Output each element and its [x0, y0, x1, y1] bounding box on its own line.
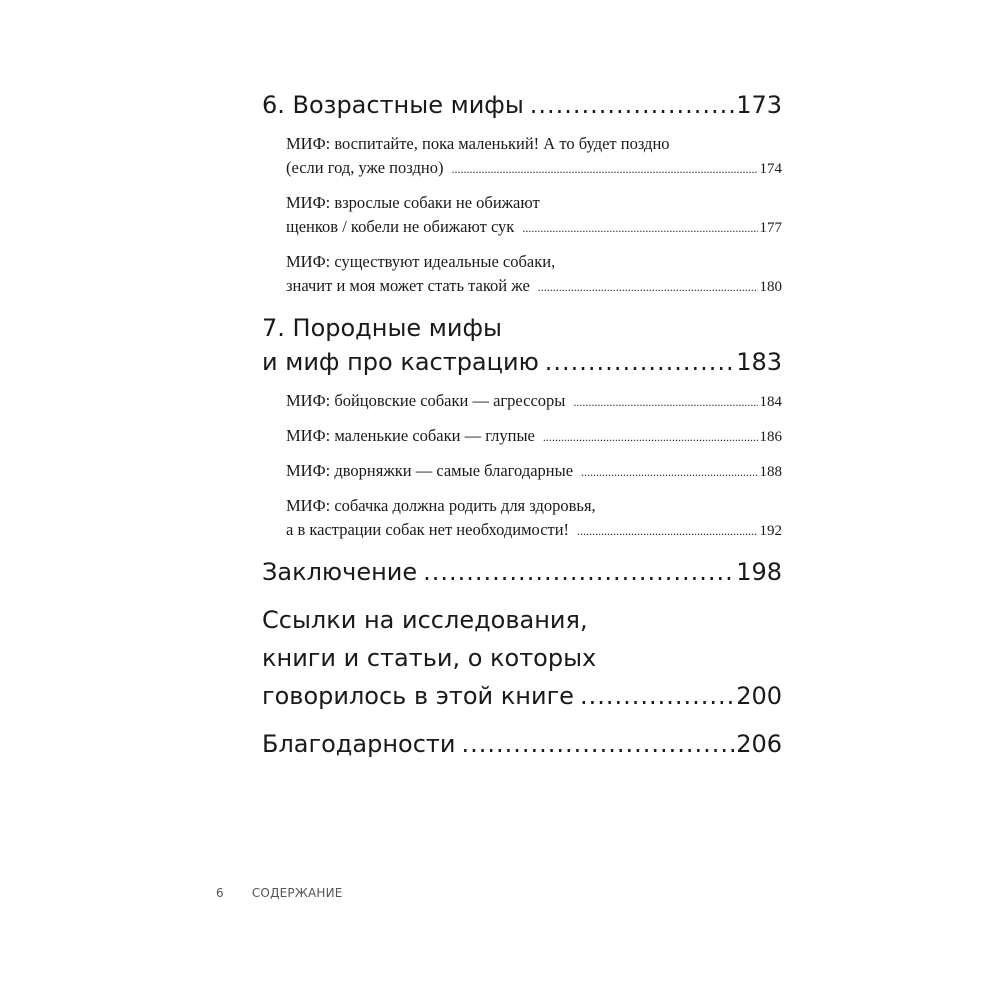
- myth-title-line: МИФ: маленькие собаки — глупые: [286, 426, 535, 445]
- dot-leader: [577, 519, 757, 543]
- chapter-title-line: и миф про кастрацию: [262, 348, 539, 376]
- page-number: 184: [759, 394, 782, 410]
- page-number: 173: [736, 91, 782, 119]
- toc-myth-entry[interactable]: [286, 132, 782, 181]
- dot-leader: [581, 460, 757, 484]
- chapter-title: Благодарности: [262, 730, 456, 758]
- myth-title-line: МИФ: существуют идеальные собаки,: [286, 252, 556, 271]
- dot-leader: [423, 555, 734, 589]
- table-of-contents: [262, 88, 782, 761]
- chapter-title-line: 7. Породные мифы: [262, 314, 502, 342]
- dot-leader: [573, 390, 757, 414]
- chapter-title-line: говорилось в этой книге: [262, 682, 574, 710]
- page-number: 200: [736, 682, 782, 710]
- dot-leader: [462, 727, 735, 761]
- toc-acknowledgements[interactable]: [262, 727, 782, 761]
- page-number: 188: [759, 464, 782, 480]
- myth-title-line: щенков / кобели не обижают сук: [286, 217, 515, 236]
- toc-conclusion[interactable]: [262, 555, 782, 589]
- dot-leader: [543, 425, 758, 449]
- page-number: 198: [736, 558, 782, 586]
- dot-leader: [451, 157, 757, 181]
- toc-myth-entry[interactable]: [286, 250, 782, 299]
- page-number: 206: [736, 730, 782, 758]
- myth-title-line: МИФ: дворняжки — самые благодарные: [286, 461, 574, 480]
- page-number: 183: [736, 348, 782, 376]
- page-number: 186: [759, 429, 782, 445]
- myth-title-line: (если год, уже поздно): [286, 158, 444, 177]
- toc-myth-entry[interactable]: [286, 424, 782, 449]
- myth-title-line: а в кастрации собак нет необходимости!: [286, 520, 570, 539]
- toc-myth-entry[interactable]: [286, 389, 782, 414]
- myth-title-line: значит и моя может стать такой же: [286, 276, 530, 295]
- dot-leader: [580, 677, 734, 715]
- myth-title-line: МИФ: бойцовские собаки — агрессоры: [286, 391, 566, 410]
- dot-leader: [522, 216, 757, 240]
- myth-title-line: МИФ: взрослые собаки не обижают: [286, 193, 540, 212]
- folio-page-number: 6: [216, 886, 224, 900]
- toc-references[interactable]: [262, 601, 782, 715]
- toc-myth-entry[interactable]: [286, 459, 782, 484]
- toc-myth-entry[interactable]: [286, 494, 782, 543]
- page-footer: [216, 886, 343, 900]
- toc-chapter-6[interactable]: [262, 88, 782, 122]
- page-number: 192: [759, 523, 782, 539]
- dot-leader: [545, 345, 734, 379]
- chapter-title-line: книги и статьи, о которых: [262, 644, 597, 672]
- chapter-title: 6. Возрастные мифы: [262, 91, 524, 119]
- page-number: 174: [759, 161, 782, 177]
- dot-leader: [538, 275, 758, 299]
- dot-leader: [530, 88, 734, 122]
- page-number: 180: [759, 279, 782, 295]
- running-header-section: СОДЕРЖАНИЕ: [251, 886, 343, 900]
- page-number: 177: [759, 220, 782, 236]
- toc-chapter-7[interactable]: [262, 311, 782, 379]
- toc-myth-entry[interactable]: [286, 191, 782, 240]
- chapter-title-line: Ссылки на исследования,: [262, 606, 588, 634]
- myth-title-line: МИФ: собачка должна родить для здоровья,: [286, 496, 596, 515]
- chapter-title: Заключение: [262, 558, 418, 586]
- myth-title-line: МИФ: воспитайте, пока маленький! А то будет поздно: [286, 134, 670, 153]
